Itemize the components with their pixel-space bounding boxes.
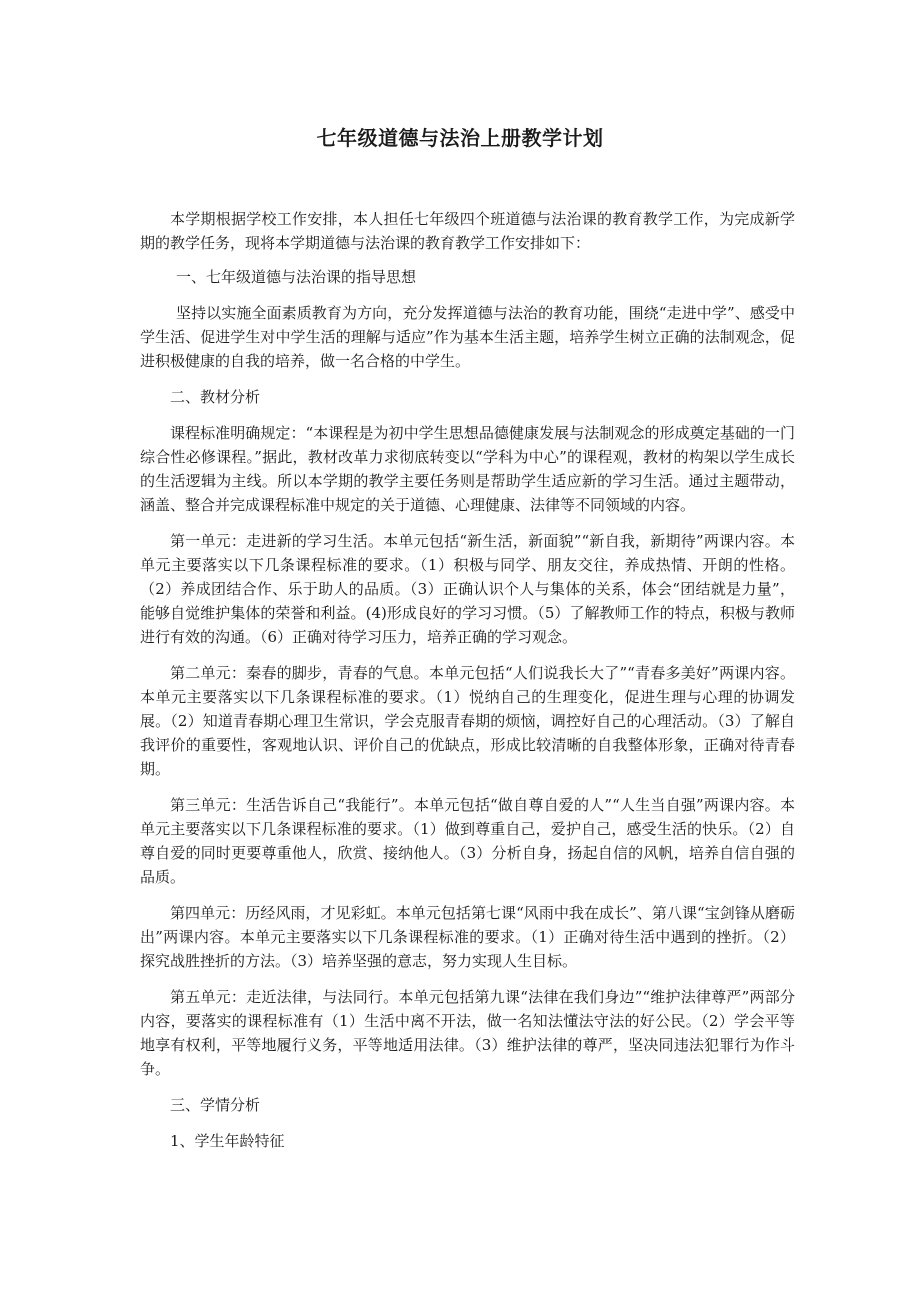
section-3-subheading-1: 1、学生年龄特征 — [170, 1132, 285, 1150]
section-1-paragraph: 坚持以实施全面素质教育为方向，充分发挥道德与法治的教育功能，围绕“走进中学”、感受中学生活、促进学生对中学生活的理解与适应”作为基本生活主题，培养学生树立正确的法制观念，促进积极健康的自我的培养，做一名合格的中学生。 — [140, 304, 795, 370]
unit-3-paragraph: 第三单元：生活告诉自己“我能行”。本单元包括“做自尊自爱的人”“人生当自强”两课内容。本单元主要落实以下几条课程标准的要求。（1）做到尊重自己，爱护自己，感受生活的快乐。（2）自尊自爱的同时更要尊重他人，欣赏、接纳他人。（3）分析自身，扬起自信的风帆，培养自信自强的品质。 — [140, 796, 795, 886]
section-3-heading: 三、学情分析 — [170, 1096, 261, 1114]
unit-4-paragraph: 第四单元：历经风雨，才见彩虹。本单元包括第七课“风雨中我在成长”、第八课“宝剑锋从磨砺出”两课内容。本单元主要落实以下几条课程标准的要求。（1）正确对待生活中遇到的挫折。（2）探究战胜挫折的方法。（3）培养坚强的意志，努力实现人生目标。 — [140, 904, 795, 970]
unit-5-paragraph: 第五单元：走近法律，与法同行。本单元包括第九课“法律在我们身边”“维护法律尊严”两部分内容，要落实的课程标准有（1）生活中离不开法，做一名知法懂法守法的好公民。（2）学会平等地享有权利，平等地履行义务，平等地适用法律。（3）维护法律的尊严，坚决同违法犯罪行为作斗争。 — [140, 988, 795, 1078]
section-2-heading: 二、教材分析 — [170, 388, 261, 406]
unit-1-paragraph: 第一单元：走进新的学习生活。本单元包括“新生活，新面貌”“新自我，新期待”两课内容。本单元主要落实以下几条课程标准的要求。（1）积极与同学、朋友交往，养成热情、开朗的性格。（2）养成团结合作、乐于助人的品质。（3）正确认识个人与集体的关系，体会“团结就是力量”，能够自觉维护集体的荣誉和利益。(4)形成良好的学习习惯。（5）了解教师工作的特点，积极与教师进行有效的沟通。（6）正确对待学习压力，培养正确的学习观念。 — [140, 532, 795, 646]
document-body — [140, 207, 795, 1165]
intro-paragraph: 本学期根据学校工作安排，本人担任七年级四个班道德与法治课的教育教学工作，为完成新学期的教学任务，现将本学期道德与法治课的教育教学工作安排如下： — [140, 210, 795, 252]
section-2-paragraph: 课程标准明确规定：“本课程是为初中学生思想品德健康发展与法制观念的形成奠定基础的一门综合性必修课程。”据此，教材改革力求彻底转变以“学科为中心”的课程观，教材的构架以学生成长的生活逻辑为主线。所以本学期的教学主要任务则是帮助学生适应新的学习生活。通过主题带动，涵盖、整合并完成课程标准中规定的关于道德、心理健康、法律等不同领域的内容。 — [140, 424, 795, 514]
section-1-heading: 一、七年级道德与法治课的指导思想 — [176, 268, 417, 286]
document-title: 七年级道德与法治上册教学计划 — [316, 126, 604, 150]
unit-2-paragraph: 第二单元：秦春的脚步，青春的气息。本单元包括“人们说我长大了”“青春多美好”两课内容。本单元主要落实以下几条课程标准的要求。（1）悦纳自己的生理变化，促进生理与心理的协调发展。（2）知道青春期心理卫生常识，学会克服青春期的烦恼，调控好自己的心理活动。（3）了解自我评价的重要性，客观地认识、评价自己的优缺点，形成比较清晰的自我整体形象，正确对待青春期。 — [140, 664, 795, 778]
